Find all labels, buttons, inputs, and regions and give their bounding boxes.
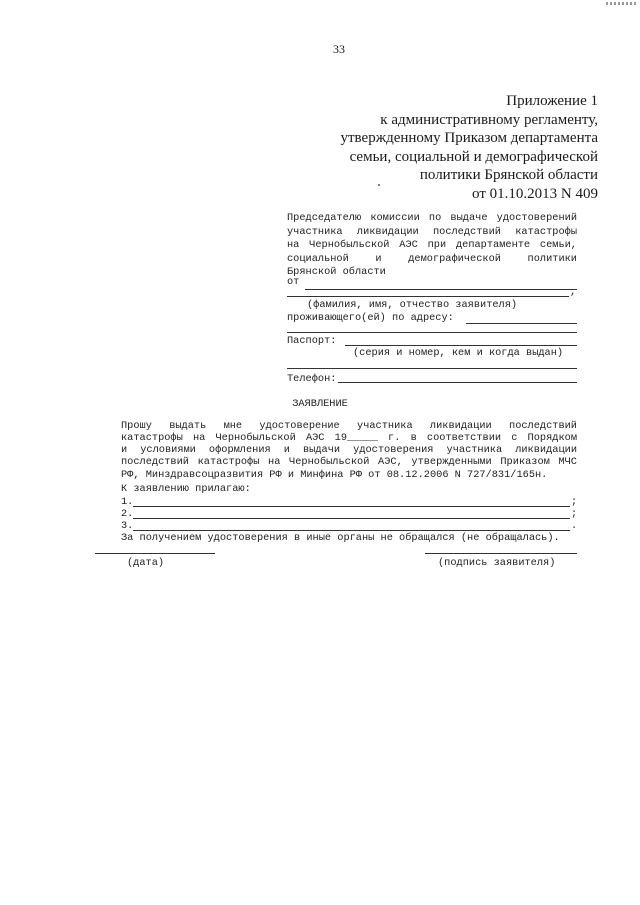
addressee-line: социальной и демографической политики xyxy=(287,252,577,265)
passport-label: Паспорт: xyxy=(287,335,337,347)
from-label: от xyxy=(287,276,300,288)
passport-field-2[interactable] xyxy=(287,368,577,369)
address-field-2[interactable] xyxy=(287,332,577,333)
phone-field[interactable] xyxy=(338,382,577,383)
declaration-text: За получением удостоверения в иные органы не обращался (не обращалась). xyxy=(121,532,560,544)
address-field-1[interactable] xyxy=(466,323,577,324)
application-line: катастрофы на Чернобыльской АЭС 19_____ г. в соответствии с Порядком xyxy=(121,432,577,444)
passport-field-1[interactable] xyxy=(345,345,577,346)
appendix-line: политики Брянской области xyxy=(419,167,598,183)
appendix-line: Приложение 1 xyxy=(506,93,598,109)
application-text xyxy=(121,420,577,432)
signature-caption: (подпись заявителя) xyxy=(438,557,556,569)
appendix-line: от 01.10.2013 N 409 xyxy=(472,185,598,202)
application-line: Прошу выдать мне удостоверение участника ликвидации последствий xyxy=(121,420,577,432)
appendix-line: утвержденному Приказом департамента xyxy=(340,130,598,146)
date-caption: (дата) xyxy=(127,557,165,569)
appendix-line: к административному регламенту, xyxy=(380,111,598,128)
address-label: проживающего(ей) по адресу: xyxy=(287,312,454,324)
attachment-field-2[interactable] xyxy=(133,518,570,519)
addressee-line: Председателю комиссии по выдаче удостоверений xyxy=(287,212,577,224)
from-field[interactable] xyxy=(305,289,577,290)
scan-speck xyxy=(378,184,380,186)
attachment-field-3[interactable] xyxy=(133,530,570,531)
phone-label: Телефон: xyxy=(287,373,337,385)
attachment-end: ; xyxy=(571,508,578,520)
attachment-field-1[interactable] xyxy=(133,506,570,507)
passport-caption: (серия и номер, кем и когда выдан) xyxy=(353,347,564,359)
fio-comma: , xyxy=(570,286,577,298)
appendix-line: семьи, социальной и демографической xyxy=(349,148,598,165)
addressee-line: участника ликвидации последствий катастрофы xyxy=(287,225,577,238)
attachments-intro: К заявлению прилагаю: xyxy=(121,483,251,495)
attachment-number: 3. xyxy=(121,520,134,532)
attachment-number: 1. xyxy=(121,496,134,508)
fio-field[interactable] xyxy=(287,296,569,297)
addressee-line: Брянской области xyxy=(287,266,386,278)
scan-corner-mark xyxy=(606,2,636,5)
application-body-lines xyxy=(121,432,577,481)
attachment-end: ; xyxy=(571,496,578,508)
application-line: и условиями оформления и выдачи удостоверения участника ликвидации xyxy=(121,444,577,457)
page-number: 33 xyxy=(333,42,345,56)
date-field[interactable] xyxy=(95,553,215,554)
application-line: последствий катастрофы на Чернобыльской АЭС, утвержденными Приказом МЧС xyxy=(121,456,577,469)
addressee-line: на Чернобыльской АЭС при департаменте семьи, xyxy=(287,239,577,251)
attachment-number: 2. xyxy=(121,508,134,520)
addressee-block xyxy=(287,212,577,280)
appendix-header xyxy=(341,92,599,203)
fio-caption: (фамилия, имя, отчество заявителя) xyxy=(307,299,518,311)
application-line: РФ, Минздравсоцразвития РФ и Минфина РФ от 08.12.2006 N 727/831/165н. xyxy=(121,468,548,481)
signature-field[interactable] xyxy=(425,553,577,554)
attachment-end: . xyxy=(571,520,578,532)
document-title: ЗАЯВЛЕНИЕ xyxy=(292,398,348,410)
